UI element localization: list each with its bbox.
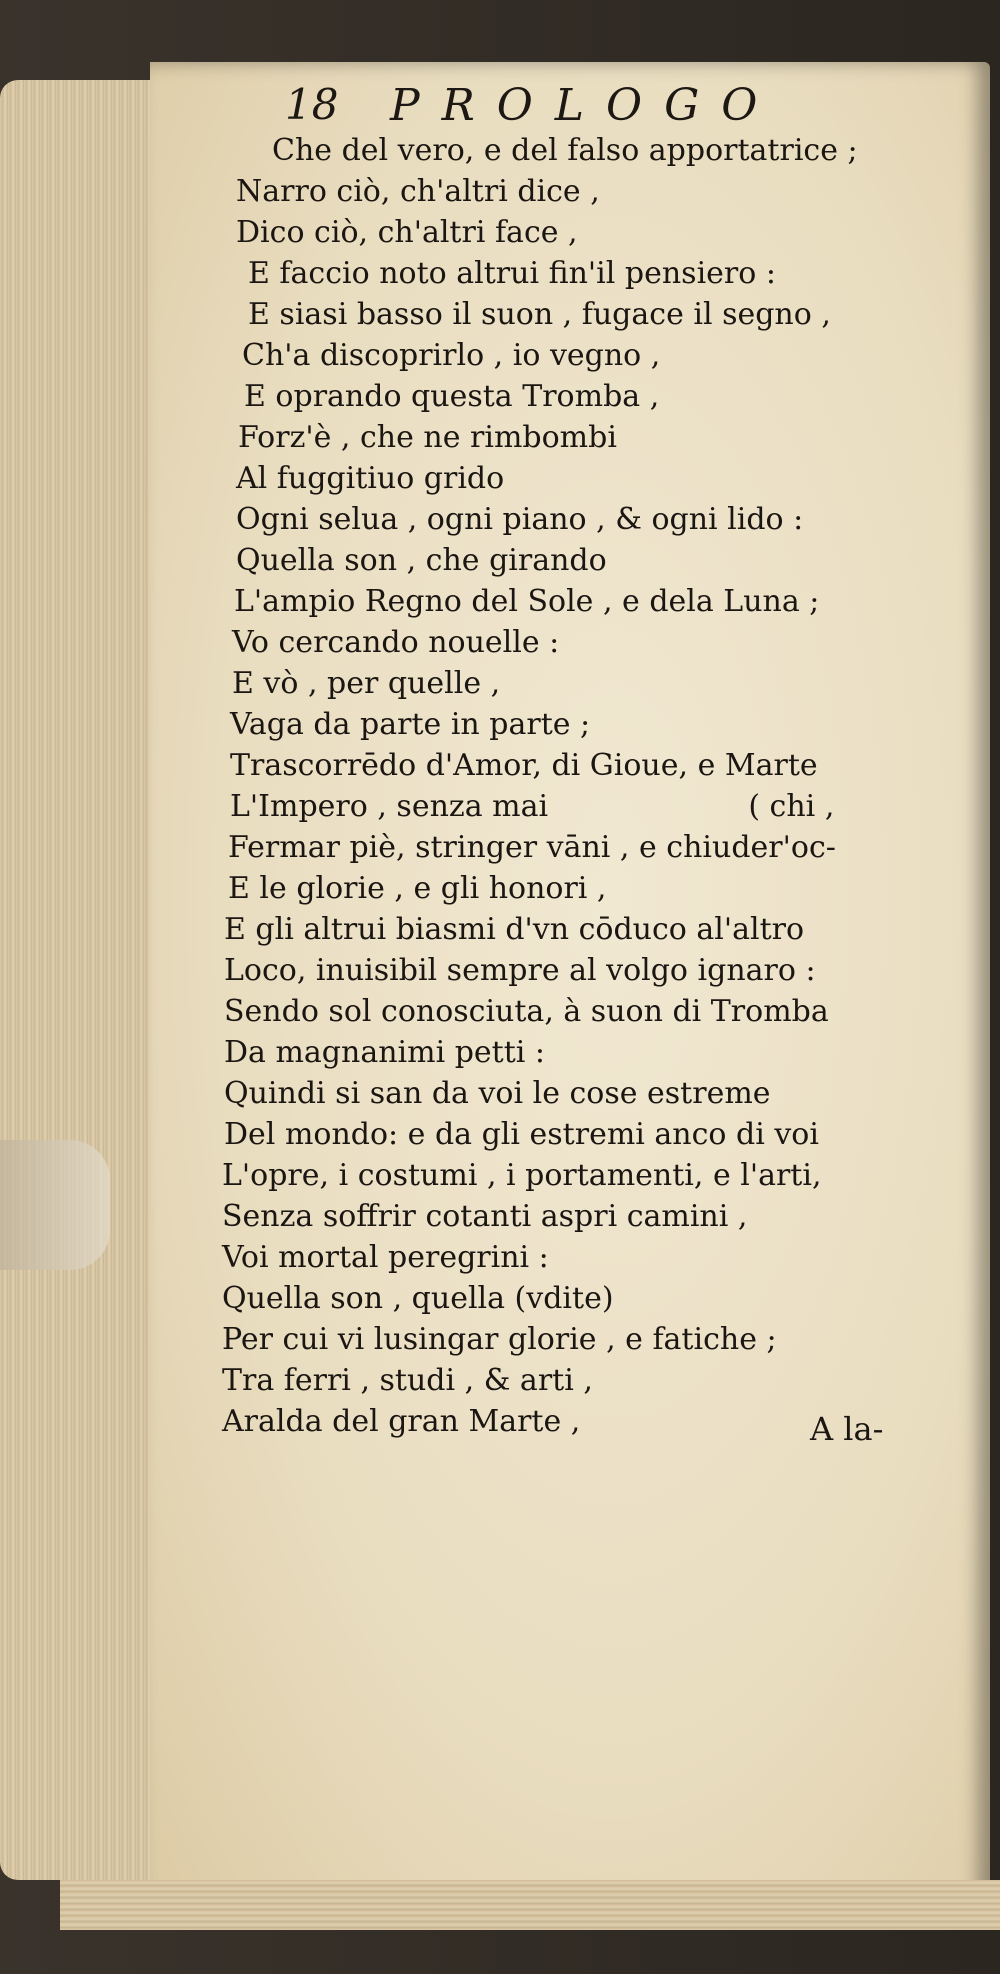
- page-edges-left: [0, 80, 150, 1880]
- verse-line: Quella son , che girando: [236, 543, 607, 578]
- verse-line: E siasi basso il suon , fugace il segno ,: [248, 297, 831, 332]
- page-number: 18: [285, 80, 339, 129]
- verse-line: E gli altrui biasmi d'vn cōduco al'altro: [224, 912, 805, 947]
- verse-line: Da magnanimi petti :: [224, 1035, 546, 1070]
- verse-line: Che del vero, e del falso apportatrice ;: [272, 133, 858, 168]
- verse-line: Fermar piè, stringer vāni , e chiuder'oc-: [228, 830, 836, 865]
- verse-line: L'opre, i costumi , i portamenti, e l'arti,: [222, 1158, 822, 1193]
- running-title: PROLOGO: [390, 80, 780, 131]
- verse-line: Quindi si san da voi le cose estreme: [224, 1076, 771, 1111]
- verse-line: Del mondo: e da gli estremi anco di voi: [224, 1117, 819, 1152]
- verse-line: E vò , per quelle ,: [232, 666, 501, 701]
- verse-line: Sendo sol conosciuta, à suon di Tromba: [224, 994, 829, 1029]
- page-edges-bottom: [60, 1880, 1000, 1930]
- verse-line: Tra ferri , studi , & arti ,: [222, 1363, 593, 1398]
- verse-line: Voi mortal peregrini :: [222, 1240, 549, 1275]
- verse-line: Dico ciò, ch'altri face ,: [236, 215, 578, 250]
- verse-line: E le glorie , e gli honori ,: [228, 871, 607, 906]
- verse-line: E oprando questa Tromba ,: [244, 379, 660, 414]
- verse-line: Aralda del gran Marte ,: [222, 1404, 581, 1439]
- verse-line: E faccio noto altrui fin'il pensiero :: [248, 256, 776, 291]
- verse-line: L'ampio Regno del Sole , e dela Luna ;: [234, 584, 820, 619]
- catchword: A la-: [810, 1410, 884, 1448]
- binding-clasp: [0, 1140, 110, 1270]
- verse-line: Vo cercando nouelle :: [232, 625, 560, 660]
- verse-line: Ch'a discoprirlo , io vegno ,: [242, 338, 661, 373]
- verse-line: Trascorrēdo d'Amor, di Gioue, e Marte: [230, 748, 818, 783]
- verse-line: L'Impero , senza mai ( chi ,: [230, 789, 835, 824]
- verse-line: Al fuggitiuo grido: [236, 461, 505, 496]
- verse-line: Quella son , quella (vdite): [222, 1281, 614, 1316]
- verse-line: Forz'è , che ne rimbombi: [238, 420, 617, 455]
- verse-line: Ogni selua , ogni piano , & ogni lido :: [236, 502, 804, 537]
- verse-line: Senza soffrir cotanti aspri camini ,: [222, 1199, 748, 1234]
- verse-text: [200, 130, 990, 1442]
- verse-line: Narro ciò, ch'altri dice ,: [236, 174, 600, 209]
- verse-line: Per cui vi lusingar glorie , e fatiche ;: [222, 1322, 777, 1357]
- verse-line: Loco, inuisibil sempre al volgo ignaro :: [224, 953, 816, 988]
- verse-line: Vaga da parte in parte ;: [230, 707, 591, 742]
